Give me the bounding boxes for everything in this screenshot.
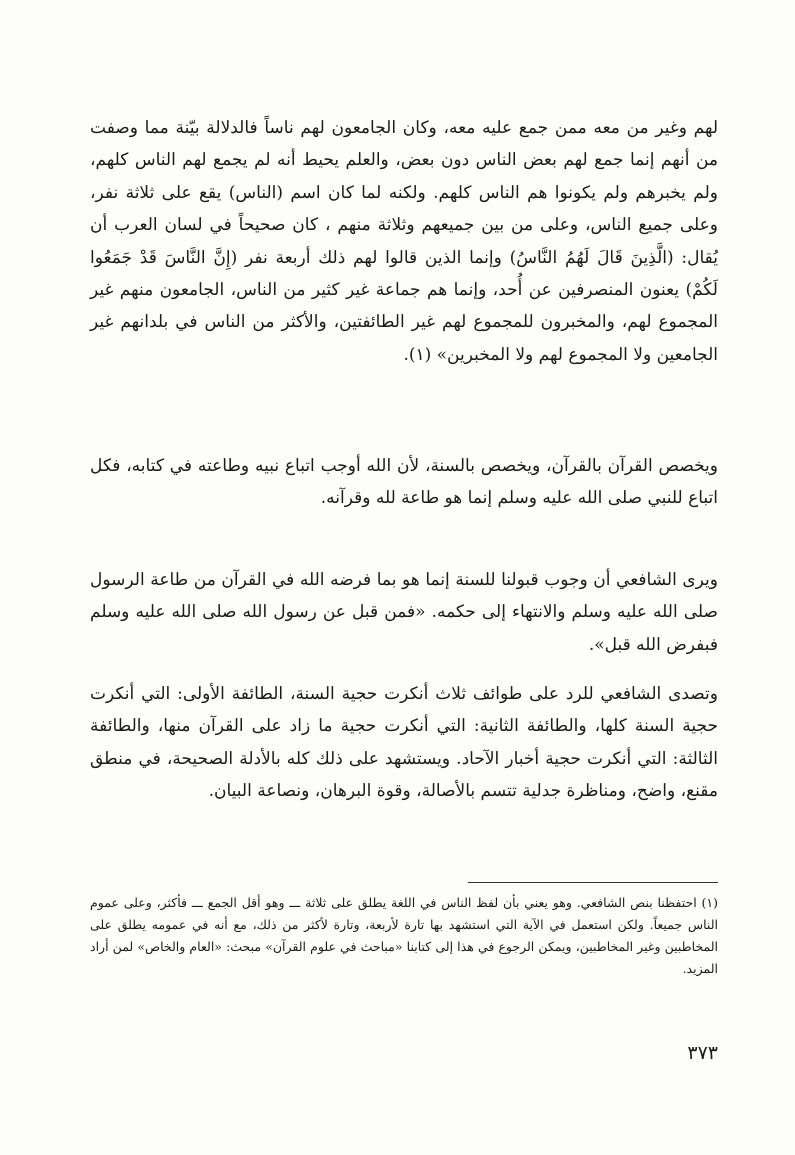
body-paragraph-2: ويخصص القرآن بالقرآن، ويخصص بالسنة، لأن الله أوجب اتباع نبيه وطاعته في كتابه، فكل اتباع للنبي صلى الله عليه وسلم إنما هو طاعة لله وقرآنه. <box>90 456 718 509</box>
body-paragraph-1: لهم وغير من معه ممن جمع عليه معه، وكان الجامعون لهم ناساً فالدلالة بيّنة مما وصفت من أنهم إنما جمع لهم بعض الناس دون بعض، والعلم يحيط أنه لم يجمع لهم الناس كلهم، ولم يخبرهم ولم يكونوا هم الناس كلهم. ولكنه لما كان اسم (الناس) يقع على ثلاثة نفر، وعلى جميع الناس، وعلى من بين جميعهم وثلاثة منهم ، كان صحيحاً في لسان العرب أن يُقال: (الَّذِينَ قَالَ لَهُمُ النَّاسُ) وإنما الذين قالوا لهم ذلك أربعة نفر (إِنَّ النَّاسَ قَدْ جَمَعُوا لَكُمْ) يعنون المنصرفين عن أُحد، وإنما هم جماعة غير كثير من الناس، الجامعون منهم غير المجموع لهم، والمخبرون للمجموع لهم غير الطائفتين، والأكثر من الناس في بلدانهم غير الجامعين ولا المجموع لهم ولا المخبرين» (١). <box>90 118 718 365</box>
page-number: ٣٧٣ <box>687 1042 718 1064</box>
book-page <box>90 112 718 1072</box>
footnote: (١) احتفظنا بنص الشافعي. وهو يعني بأن لفظ الناس في اللغة يطلق على ثلاثة ـــ وهو أقل الجمع ـــ فأكثر، وعلى عموم الناس جميعاً. ولكن استعمل في الآية التي استشهد بها تارة لأربعة، وتارة لأكثر من ذلك، مع أنه في عمومه يطلق على المخاطبين وغير المخاطبين، ويمكن الرجوع في هذا إلى كتابنا «مباحث في علوم القرآن» مبحث: «العام والخاص» لمن أراد المزيد. <box>90 895 718 976</box>
body-paragraph-4: وتصدى الشافعي للرد على طوائف ثلاث أنكرت حجية السنة، الطائفة الأولى: التي أنكرت حجية السنة كلها، والطائفة الثانية: التي أنكرت حجية ما زاد على القرآن منها، والطائفة الثالثة: التي أنكرت حجية أخبار الآحاد. ويستشهد على ذلك كله بالأدلة الصحيحة، في منطق مقنع، واضح، ومناظرة جدلية تتسم بالأصالة، وقوة البرهان، ونصاعة البيان. <box>90 684 718 802</box>
footnote-divider <box>468 882 718 883</box>
body-paragraph-3: ويرى الشافعي أن وجوب قبولنا للسنة إنما هو بما فرضه الله في القرآن من طاعة الرسول صلى الله عليه وسلم والانتهاء إلى حكمه. «فمن قبل عن رسول الله صلى الله عليه وسلم فبفرض الله قبل». <box>90 570 718 655</box>
